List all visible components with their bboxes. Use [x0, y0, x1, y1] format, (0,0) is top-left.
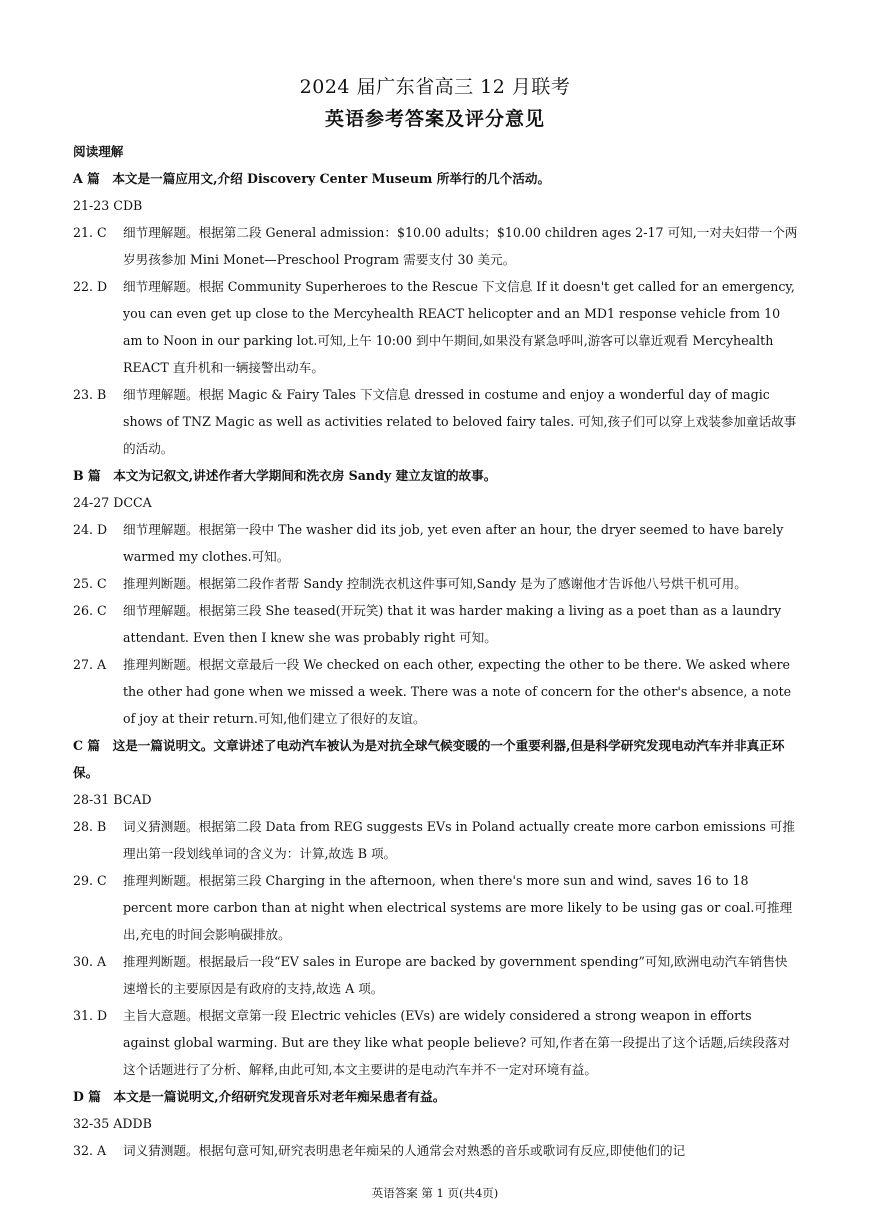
question-answer: D	[97, 1008, 108, 1023]
question-number: 30.	[73, 954, 94, 969]
question-item	[73, 516, 799, 570]
section-c-answers: 28-31 BCAD	[73, 792, 152, 807]
page-subtitle: 英语参考答案及评分意见	[324, 108, 545, 130]
question-number: 27.	[73, 657, 94, 672]
section-b-answers: 24-27 DCCA	[73, 495, 152, 510]
question-answer: A	[97, 657, 107, 672]
section-b-intro: B 篇 本文为记叙文,讲述作者大学期间和洗衣房 Sandy 建立友谊的故事。	[73, 468, 497, 483]
section-a-answers: 21-23 CDB	[73, 198, 143, 213]
question-item	[73, 597, 799, 651]
question-answer: C	[97, 603, 107, 618]
question-number: 26.	[73, 603, 94, 618]
question-answer: C	[97, 873, 107, 888]
question-explanation: 推理判断题。根据第三段 Charging in the afternoon, when there's more sun and wind, saves 16 to 18 percent more carbon than at night when electrical systems are more likely to be using gas or coal.可推理出,充电的时间会影响碳排放。	[123, 873, 793, 942]
answer-content	[73, 138, 799, 1164]
question-explanation: 推理判断题。根据第二段作者帮 Sandy 控制洗衣机这件事可知,Sandy 是为了感谢他才告诉他八号烘干机可用。	[123, 576, 747, 591]
question-explanation: 推理判断题。根据文章最后一段 We checked on each other, expecting the other to be there. We asked where the other had gone when we missed a week. There was a note of concern for the other's absence, a note of joy at their return.可知,他们建立了很好的友谊。	[123, 657, 792, 726]
section-a-intro: A 篇 本文是一篇应用文,介绍 Discovery Center Museum 所举行的几个活动。	[73, 171, 551, 186]
question-number: 32.	[73, 1143, 94, 1158]
question-answer: B	[97, 819, 107, 834]
question-explanation: 细节理解题。根据 Community Superheroes to the Rescue 下文信息 If it doesn't get called for an emergency, you can even get up close to the Mercyhealth REACT helicopter and an MD1 response vehicle from 10 am to Noon in our parking lot.可知,上午 10:00 到中午期间,如果没有紧急呼叫,游客可以靠近观看 Mercyhealth REACT 直升机和一辆接警出动车。	[123, 279, 795, 375]
question-explanation: 细节理解题。根据 Magic & Fairy Tales 下文信息 dressed in costume and enjoy a wonderful day of magic shows of TNZ Magic as well as activities related to beloved fairy tales. 可知,孩子们可以穿上戏装参加童话故事的活动。	[123, 387, 797, 456]
question-answer: D	[97, 279, 108, 294]
question-number: 25.	[73, 576, 94, 591]
section-c-intro: C 篇 这是一篇说明文。文章讲述了电动汽车被认为是对抗全球气候变暖的一个重要利器,但是科学研究发现电动汽车并非真正环保。	[73, 738, 785, 780]
question-item	[73, 948, 799, 1002]
question-explanation: 主旨大意题。根据文章第一段 Electric vehicles (EVs) are widely considered a strong weapon in efforts against global warming. But are they like what people believe? 可知,作者在第一段提出了这个话题,后续段落对这个话题进行了分析、解释,由此可知,本文主要讲的是电动汽车并不一定对环境有益。	[123, 1008, 791, 1077]
question-number: 31.	[73, 1008, 94, 1023]
page-title: 2024 届广东省高三 12 月联考	[299, 76, 571, 98]
question-answer: B	[97, 387, 107, 402]
question-number: 24.	[73, 522, 94, 537]
question-item	[73, 381, 799, 462]
question-item	[73, 570, 799, 597]
question-answer: A	[97, 954, 107, 969]
question-item	[73, 651, 799, 732]
question-item	[73, 273, 799, 381]
question-answer: C	[97, 225, 107, 240]
question-answer: A	[97, 1143, 107, 1158]
question-number: 21.	[73, 225, 94, 240]
section-d-intro: D 篇 本文是一篇说明文,介绍研究发现音乐对老年痴呆患者有益。	[73, 1089, 446, 1104]
question-explanation: 词义猜测题。根据句意可知,研究表明患老年痴呆的人通常会对熟悉的音乐或歌词有反应,即使他们的记	[123, 1143, 686, 1158]
question-explanation: 细节理解题。根据第三段 She teased(开玩笑) that it was harder making a living as a poet than as a laundry attendant. Even then I knew she was probably right 可知。	[123, 603, 782, 645]
question-number: 29.	[73, 873, 94, 888]
question-number: 28.	[73, 819, 94, 834]
question-explanation: 细节理解题。根据第一段中 The washer did its job, yet even after an hour, the dryer seemed to have barely warmed my clothes.可知。	[123, 522, 784, 564]
question-number: 23.	[73, 387, 94, 402]
question-item	[73, 813, 799, 867]
question-answer: C	[97, 576, 107, 591]
question-item	[73, 219, 799, 273]
question-item	[73, 1137, 799, 1164]
question-item	[73, 1002, 799, 1083]
question-explanation: 推理判断题。根据最后一段“EV sales in Europe are backed by government spending”可知,欧洲电动汽车销售快速增长的主要原因是有政府的支持,故选 A 项。	[123, 954, 788, 996]
section-d-answers: 32-35 ADDB	[73, 1116, 152, 1131]
reading-heading: 阅读理解	[73, 144, 124, 159]
question-answer: D	[97, 522, 108, 537]
page-footer: 英语答案 第 1 页(共4页)	[371, 1186, 499, 1200]
question-item	[73, 867, 799, 948]
question-number: 22.	[73, 279, 94, 294]
question-explanation: 细节理解题。根据第二段 General admission：$10.00 adults；$10.00 children ages 2-17 可知,一对夫妇带一个两岁男孩参加 Mini Monet—Preschool Program 需要支付 30 美元。	[123, 225, 798, 267]
question-explanation: 词义猜测题。根据第二段 Data from REG suggests EVs in Poland actually create more carbon emissions 可推理出第一段划线单词的含义为：计算,故选 B 项。	[123, 819, 795, 861]
